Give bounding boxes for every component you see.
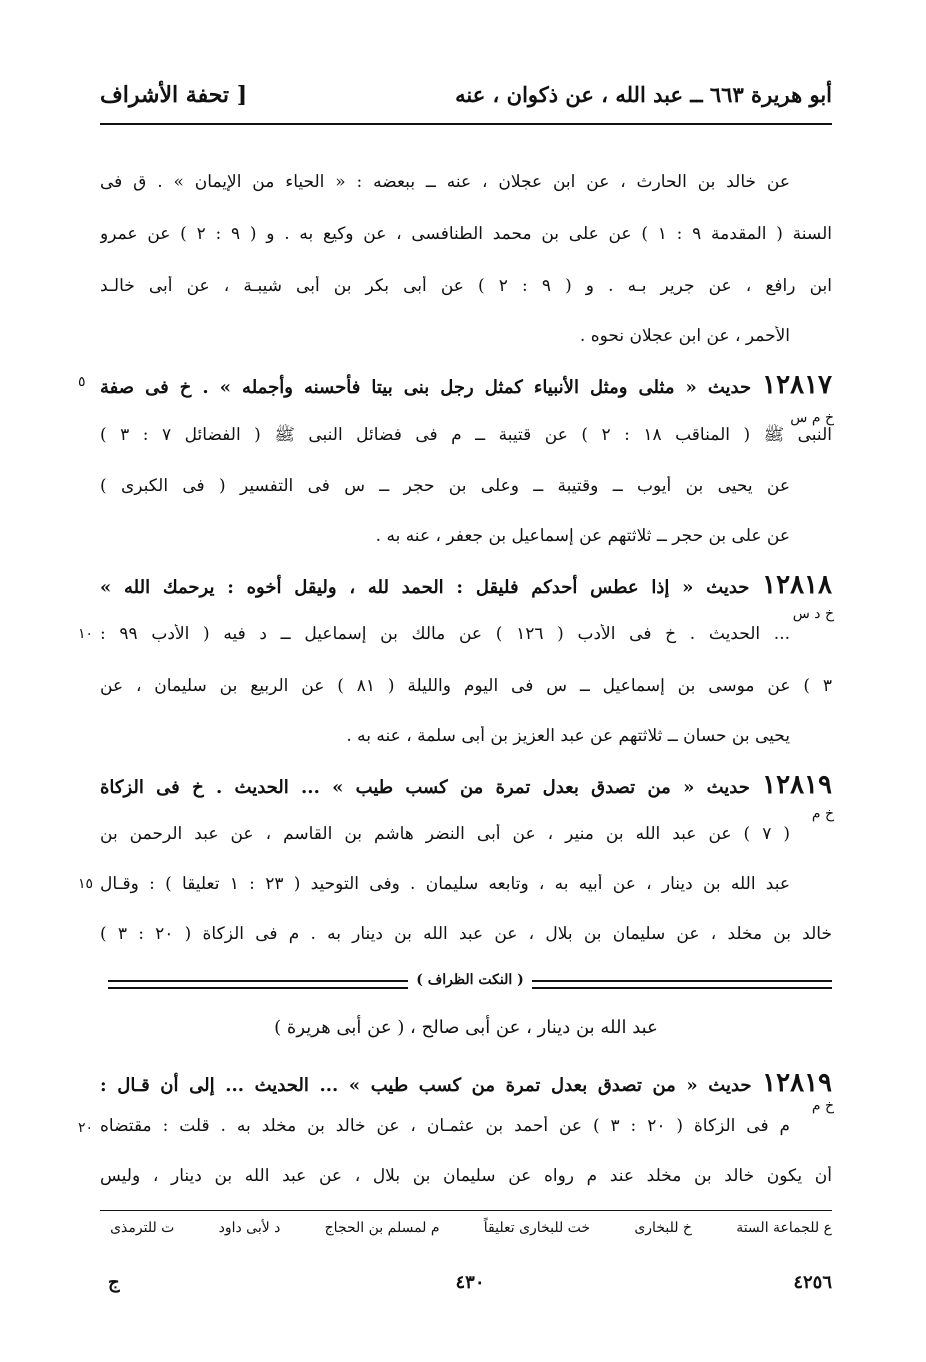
text-line: عبد الله بن دينار ، عن أبيه به ، وتابعه سليمان . وفى التوحيد ( ٢٣ : ١ تعليقا ) : وقـال (100, 874, 790, 894)
source-sigla: خ م (811, 806, 834, 822)
abbreviation-item: م لمسلم بن الحجاج (324, 1220, 440, 1236)
text-line: ابن رافع ، عن جرير بـه . و ( ٩ : ٢ ) عن أبى بكر بن أبى شيبـة ، عن أبى خالـد (100, 276, 832, 296)
divider-rule-right (532, 980, 832, 989)
hadith-text: حديث « مثلى ومثل الأنبياء كمثل رجل بنى بيتا فأحسنه وأجمله » . خ فى صفة (100, 377, 752, 398)
hadith-number: ١٢٨١٨ (762, 570, 832, 600)
abbreviation-item: خ للبخارى (634, 1220, 692, 1236)
hadith-entry-heading (100, 570, 832, 600)
hadith-text: حديث « من تصدق بعدل تمرة من كسب طيب » ... الحديث . خ فى الزكاة (100, 777, 750, 798)
header-section-title: أبو هريرة ٦٦٣ ــ عبد الله ، عن ذكوان ، عنه (455, 82, 832, 107)
running-header (100, 78, 832, 118)
text-line: الأحمر ، عن ابن عجلان نحوه . (579, 326, 790, 346)
abbreviation-item: خت للبخارى تعليقاً (483, 1220, 591, 1236)
text-line: م فى الزكاة ( ٢٠ : ٣ ) عن أحمد بن عثمـان ، عن خالد بن مخلد به . قلت : مقتضاه (100, 1116, 790, 1136)
abbreviation-item: د لأبى داود (218, 1220, 281, 1236)
page-number: ٤٣٠ (455, 1272, 485, 1293)
footer-rule (100, 1210, 832, 1211)
source-sigla: خ م س (790, 410, 834, 426)
volume-mark: ج (108, 1272, 120, 1293)
hadith-entry-heading (100, 770, 832, 800)
divider-rule-left (108, 980, 408, 989)
text-line: ( ٧ ) عن عبد الله بن منير ، عن أبى النضر هاشم بن القاسم ، عن عبد الرحمن بن (100, 824, 790, 844)
source-sigla: خ م (811, 1098, 834, 1114)
abbreviation-item: ت للترمذى (110, 1220, 175, 1236)
text-line: أن يكون خالد بن مخلد عند م رواه عن سليمان بن بلال ، عن عبد الله بن دينار ، وليس (100, 1166, 832, 1186)
line-number: ١٥ (78, 876, 94, 892)
hadith-number: ١٢٨١٧ (762, 370, 832, 400)
text-line: السنة ( المقدمة ٩ : ١ ) عن على بن محمد الطنافسى ، عن وكيع به . و ( ٩ : ٢ ) عن عمرو (100, 224, 832, 244)
line-number: ٢٠ (78, 1120, 94, 1136)
text-line: النبى ﷺ ( المناقب ١٨ : ٢ ) عن قتيبة ــ م فى فضائل النبى ﷺ ( الفضائل ٧ : ٣ ) (100, 425, 832, 445)
section-divider (108, 972, 832, 996)
divider-label: ( النكت الظراف ) (416, 972, 524, 988)
hadith-entry-heading (100, 1068, 832, 1098)
text-line: ٣ ) عن موسى بن إسماعيل ــ س فى اليوم والليلة ( ٨١ ) عن الربيع بن سليمان ، عن (100, 676, 832, 696)
text-line: ... الحديث . خ فى الأدب ( ١٢٦ ) عن مالك بن إسماعيل ــ د فيه ( الأدب ٩٩ : (100, 624, 790, 644)
header-rule (100, 123, 832, 125)
abbreviation-item: ع للجماعة الستة (736, 1220, 832, 1236)
text-line: عن خالد بن الحارث ، عن ابن عجلان ، عنه ــ ببعضه : « الحياء من الإيمان » . ق فى (100, 172, 790, 192)
abbreviation-key (110, 1220, 832, 1236)
text-line: خالد بن مخلد ، عن سليمان بن بلال ، عن عبد الله بن دينار به . م فى الزكاة ( ٢٠ : ٣ ) (100, 924, 832, 944)
text-line: عن على بن حجر ــ ثلاثتهم عن إسماعيل بن جعفر ، عنه به . (375, 526, 790, 546)
isnad-heading: عبد الله بن دينار ، عن أبى صالح ، ( عن أبى هريرة ) (274, 1017, 658, 1038)
hadith-number: ١٢٨١٩ (762, 1068, 832, 1098)
text-line: عن يحيى بن أيوب ــ وقتيبة ــ وعلى بن حجر ــ س فى التفسير ( فى الكبرى ) (100, 476, 790, 496)
footer-numbers (108, 1272, 832, 1302)
hadith-range-number: ٤٢٥٦ (793, 1272, 832, 1293)
line-number: ٥ (78, 374, 86, 390)
text-line: يحيى بن حسان ــ ثلاثتهم عن عبد العزيز بن أبى سلمة ، عنه به . (346, 726, 790, 746)
header-book-title: [ تحفة الأشراف (100, 82, 248, 108)
line-number: ١٠ (78, 626, 94, 642)
hadith-entry-heading (100, 370, 832, 400)
hadith-text: حديث « إذا عطس أحدكم فليقل : الحمد لله ، وليقل أخوه : يرحمك الله » (100, 577, 750, 598)
hadith-number: ١٢٨١٩ (762, 770, 832, 800)
hadith-text: حديث « من تصدق بعدل تمرة من كسب طيب » ... الحديث ... إلى أن قـال : (100, 1075, 752, 1096)
source-sigla: خ د س (792, 606, 834, 622)
